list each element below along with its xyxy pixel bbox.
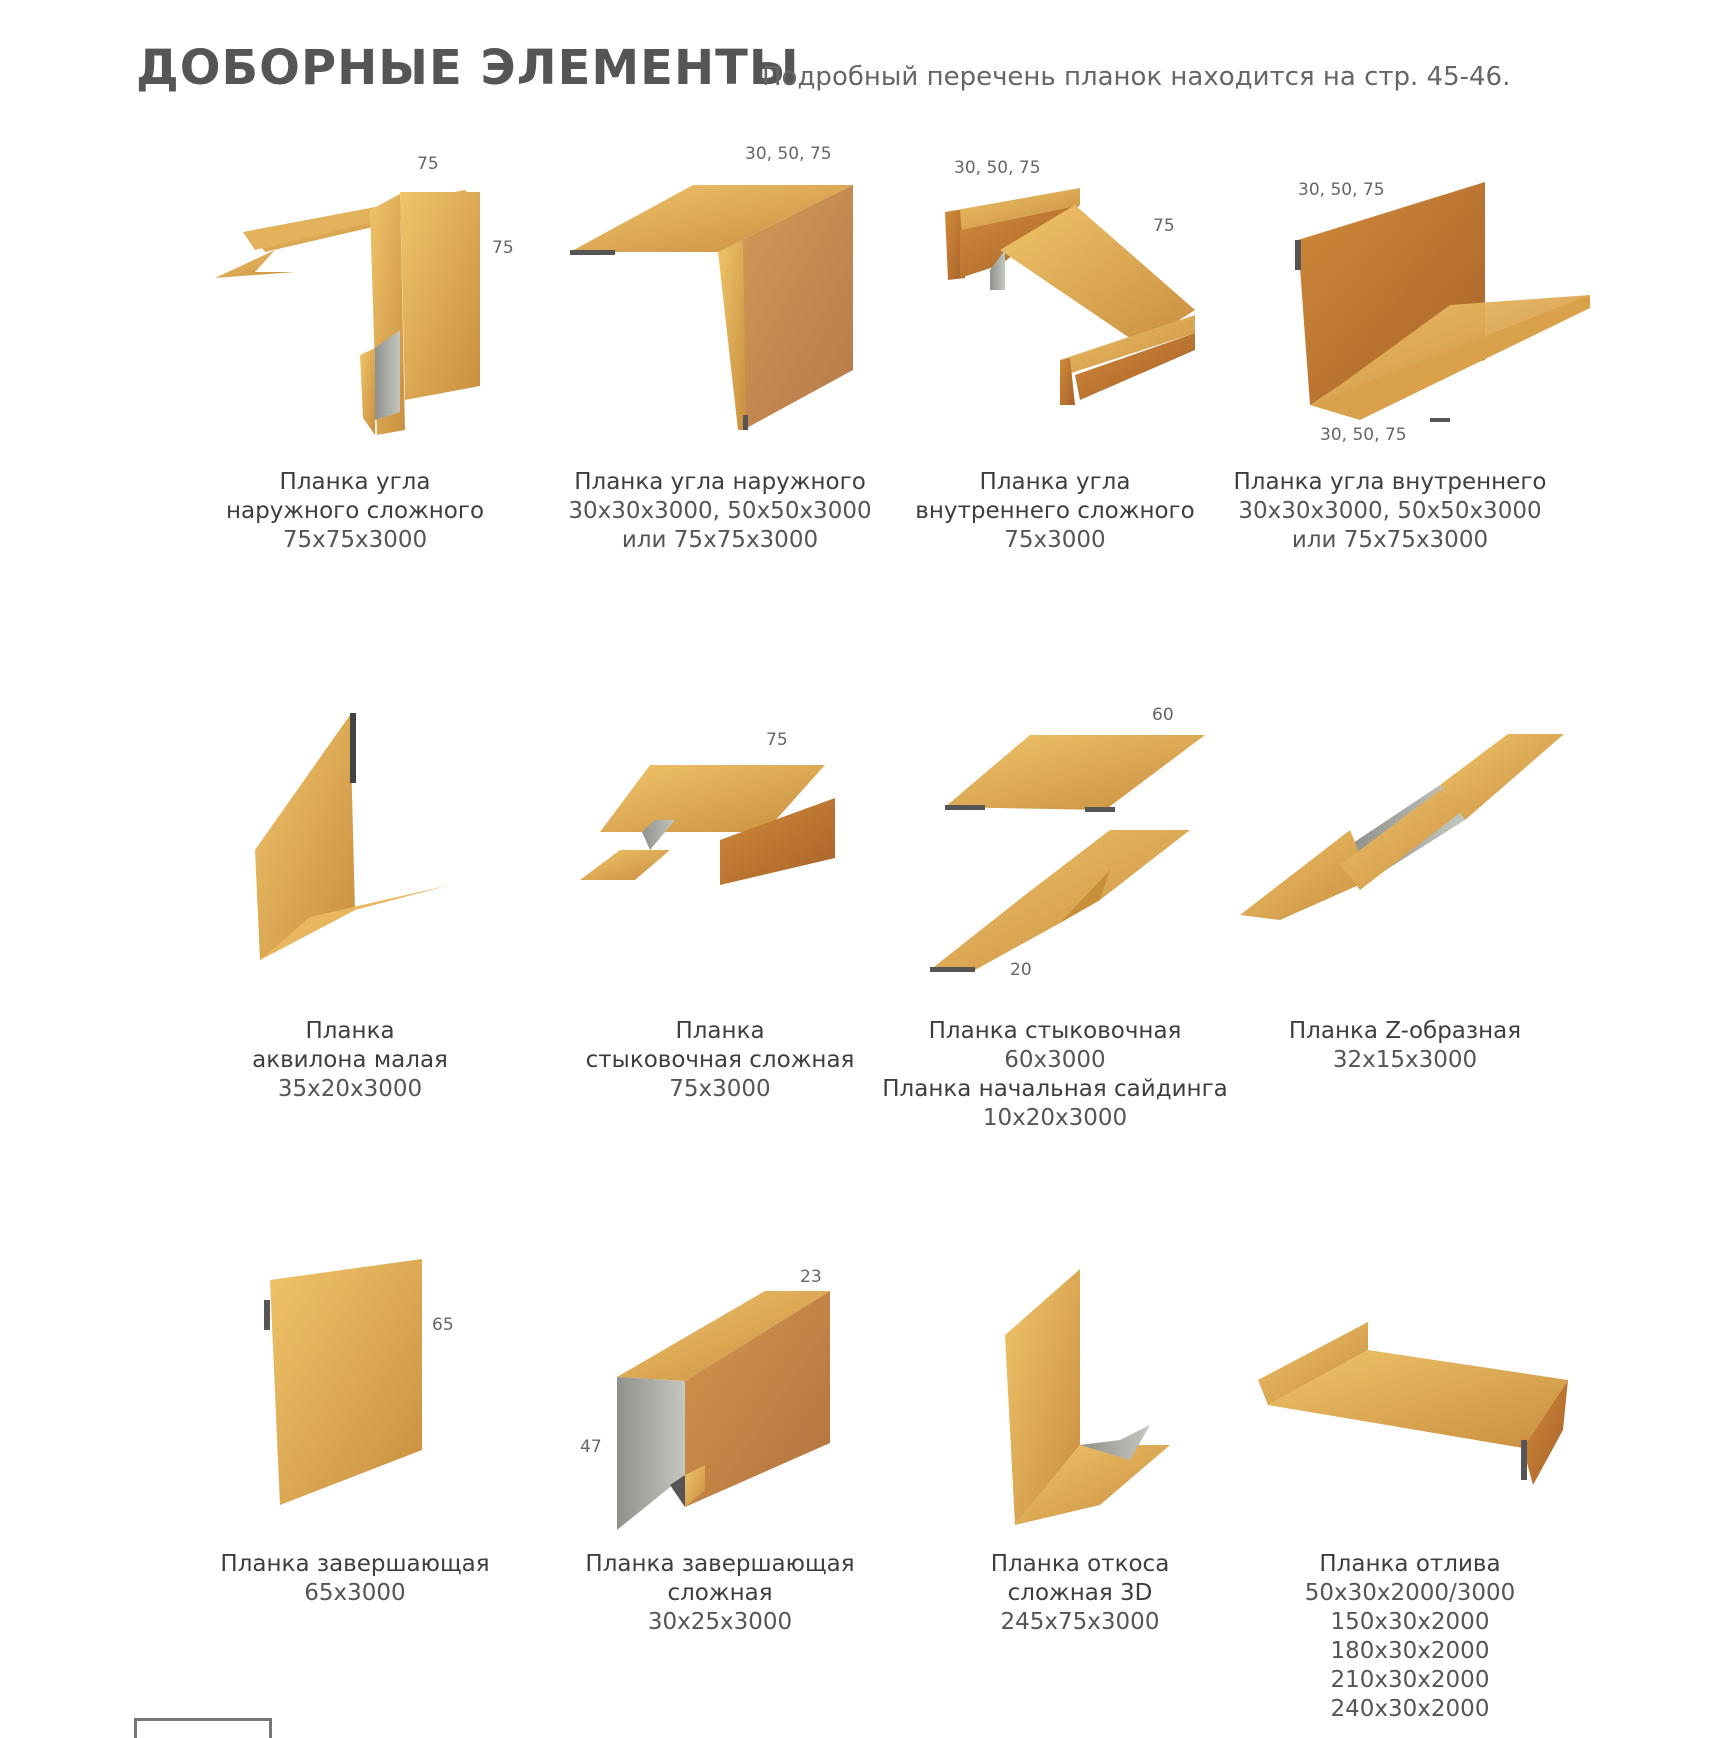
item-size: 10x20x3000	[982, 1105, 1128, 1131]
joint-complex-image	[580, 750, 860, 890]
item-size: 75x3000	[1004, 527, 1106, 553]
item-name: внутреннего сложного	[915, 498, 1195, 524]
item-name: Планка	[305, 1018, 395, 1044]
item-size: 180x30x2000	[1330, 1638, 1490, 1664]
item-inner-corner	[1290, 160, 1600, 450]
item-name: Планка Z-образная	[1288, 1018, 1522, 1044]
page-footer-badge	[134, 1718, 272, 1738]
dim-label: 75	[417, 154, 439, 174]
item-name: Планка угла	[279, 469, 431, 495]
dim-label: 75	[492, 238, 514, 258]
caption-item-1	[195, 468, 515, 555]
dim-label: 30, 50, 75	[1298, 180, 1385, 200]
item-name: Планка угла внутреннего	[1233, 469, 1547, 495]
caption-item-12	[1265, 1550, 1555, 1724]
reveal-3d-image	[1000, 1265, 1190, 1525]
caption-item-4	[1225, 468, 1555, 555]
item-size: 30x30x3000, 50x50x3000	[1238, 498, 1542, 524]
dim-label: 75	[766, 730, 788, 750]
caption-item-5	[210, 1017, 490, 1104]
dim-label: 75	[1153, 216, 1175, 236]
item-name: сложная 3D	[1007, 1580, 1153, 1606]
finishing-complex-image	[615, 1285, 855, 1545]
caption-item-6	[565, 1017, 875, 1104]
drip-image	[1258, 1320, 1578, 1500]
dim-label: 60	[1152, 705, 1174, 725]
item-size: 65x3000	[304, 1580, 406, 1606]
item-name: наружного сложного	[225, 498, 485, 524]
item-name: Планка начальная сайдинга	[882, 1076, 1228, 1102]
item-size: 150x30x2000	[1330, 1609, 1490, 1635]
outer-corner-complex-image	[215, 150, 515, 440]
dim-label: 20	[1010, 960, 1032, 980]
item-aquilon-small	[250, 705, 460, 965]
item-size: 210x30x2000	[1330, 1667, 1490, 1693]
page-subtitle: Подробный перечень планок находится на стр. 45-46.	[762, 62, 1511, 92]
caption-item-8	[1245, 1017, 1565, 1075]
dim-label: 65	[432, 1315, 454, 1335]
item-size: 60x3000	[1004, 1047, 1106, 1073]
item-finishing	[260, 1255, 460, 1515]
item-joint-complex	[580, 730, 860, 890]
z-shaped-image	[1240, 730, 1570, 930]
caption-item-11	[935, 1550, 1225, 1637]
inner-corner-complex-image	[940, 150, 1240, 440]
item-finishing-complex	[580, 1267, 855, 1545]
dim-label: 47	[580, 1437, 602, 1457]
joint-and-starter-image	[930, 705, 1220, 975]
item-name: сложная	[667, 1580, 773, 1606]
outer-corner-image	[568, 140, 868, 430]
item-joint-and-starter	[930, 705, 1220, 980]
dim-label: 23	[800, 1267, 822, 1287]
item-reveal-3d	[1000, 1265, 1190, 1525]
caption-item-9	[200, 1550, 510, 1608]
finishing-image	[260, 1255, 460, 1515]
item-name: Планка отлива	[1319, 1551, 1501, 1577]
item-outer-corner	[568, 140, 868, 430]
item-size: 50x30x2000/3000	[1304, 1580, 1516, 1606]
item-size: или 75x75x3000	[621, 527, 819, 553]
item-size: 75x3000	[669, 1076, 771, 1102]
dim-label: 30, 50, 75	[1320, 425, 1407, 445]
caption-item-3	[905, 468, 1205, 555]
item-name: Планка завершающая	[220, 1551, 490, 1577]
item-size: 75x75x3000	[282, 527, 428, 553]
item-inner-corner-complex	[940, 150, 1240, 440]
item-name: аквилона малая	[252, 1047, 448, 1073]
item-size: 245x75x3000	[1000, 1609, 1160, 1635]
item-name: Планка откоса	[990, 1551, 1170, 1577]
item-name: Планка	[675, 1018, 765, 1044]
item-size: 240x30x2000	[1330, 1696, 1490, 1722]
item-drip	[1258, 1320, 1578, 1500]
item-size: 35x20x3000	[277, 1076, 423, 1102]
caption-item-2	[555, 468, 885, 555]
inner-corner-image	[1290, 160, 1600, 450]
item-size: 30x25x3000	[647, 1609, 793, 1635]
page-title: ДОБОРНЫЕ ЭЛЕМЕНТЫ	[136, 40, 800, 96]
item-name: Планка завершающая	[585, 1551, 855, 1577]
dim-label: 30, 50, 75	[954, 158, 1041, 178]
item-name: Планка угла наружного	[574, 469, 866, 495]
item-size: 32x15x3000	[1332, 1047, 1478, 1073]
item-outer-corner-complex	[215, 150, 515, 440]
item-size: 30x30x3000, 50x50x3000	[568, 498, 872, 524]
item-name: Планка угла	[979, 469, 1131, 495]
caption-item-7	[870, 1017, 1240, 1133]
aquilon-small-image	[250, 705, 460, 965]
item-name: Планка стыковочная	[928, 1018, 1182, 1044]
item-size: или 75x75x3000	[1291, 527, 1489, 553]
dim-label: 30, 50, 75	[745, 144, 832, 164]
caption-item-10	[565, 1550, 875, 1637]
item-z-shaped	[1240, 730, 1570, 930]
item-name: стыковочная сложная	[585, 1047, 855, 1073]
